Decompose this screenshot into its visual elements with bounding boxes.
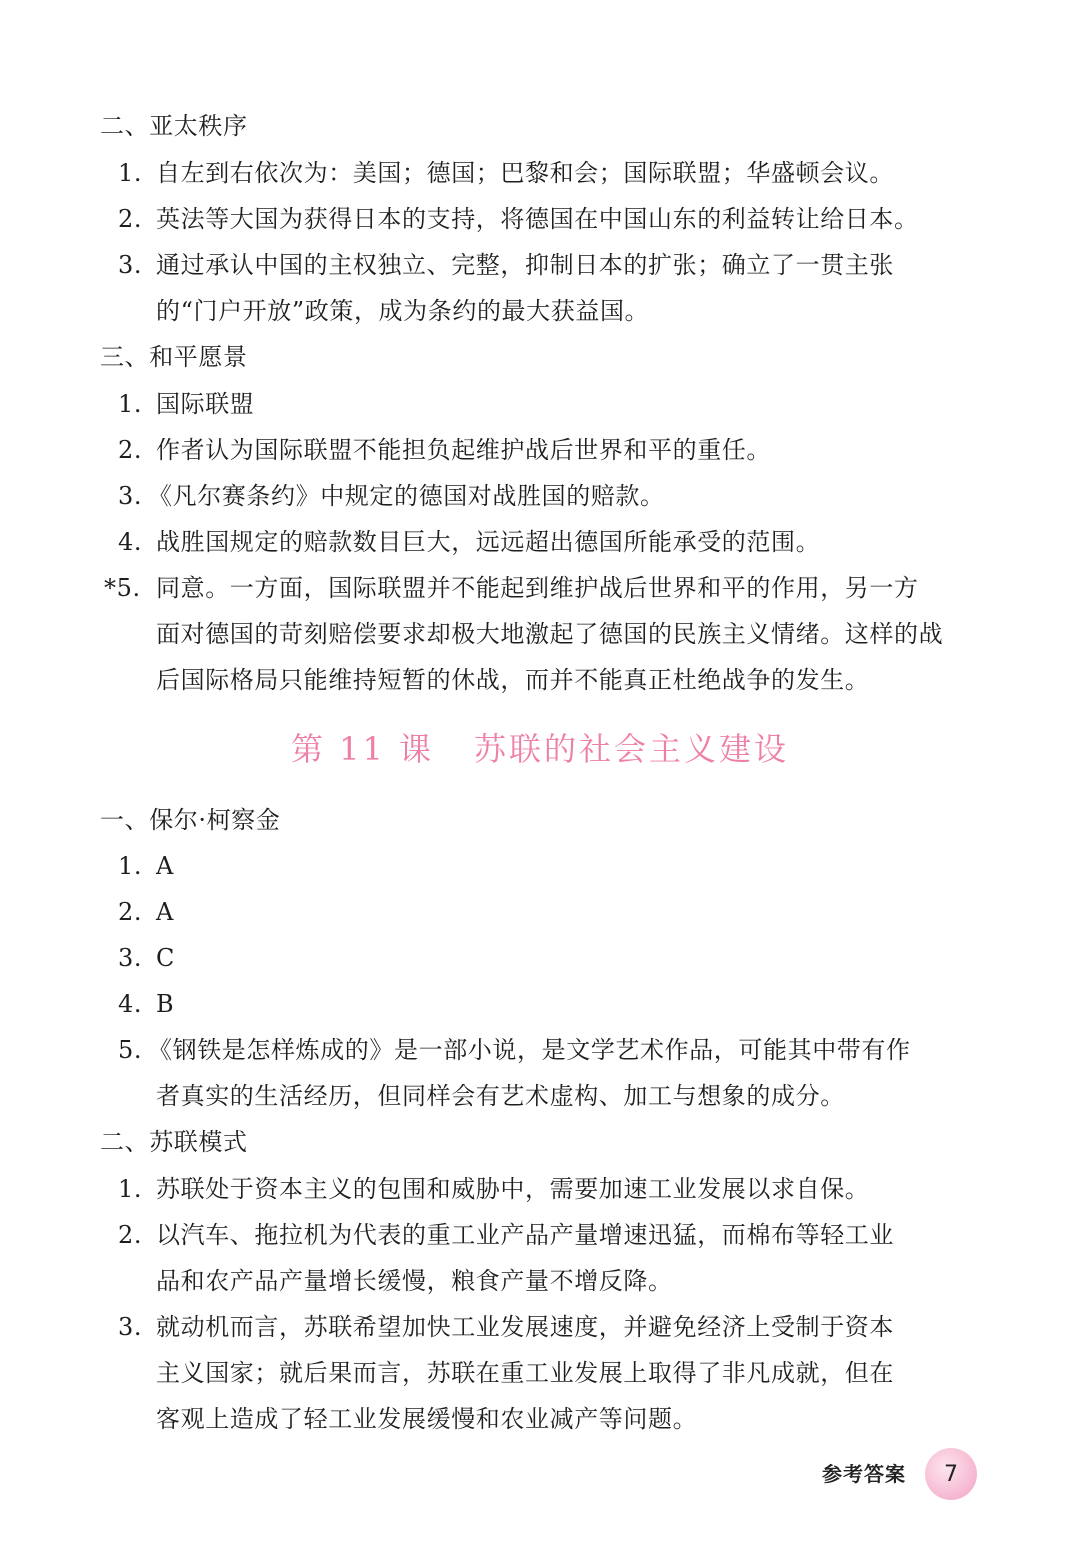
section-heading: 二、苏联模式 xyxy=(100,1128,248,1156)
answer-item xyxy=(118,987,174,1021)
answer-item xyxy=(118,1172,869,1206)
lesson-title xyxy=(0,726,1080,772)
item-text: 自左到右依次为：美国；德国；巴黎和会；国际联盟；华盛顿会议。 xyxy=(156,159,894,187)
answer-item xyxy=(118,1310,894,1344)
item-text: 就动机而言，苏联希望加快工业发展速度，并避免经济上受制于资本 xyxy=(156,1313,894,1341)
item-text-continued: 者真实的生活经历，但同样会有艺术虚构、加工与想象的成分。 xyxy=(156,1082,845,1110)
item-number: *5. xyxy=(104,574,141,602)
item-text: A xyxy=(156,852,174,880)
item-text: 《钢铁是怎样炼成的》是一部小说，是文学艺术作品，可能其中带有作 xyxy=(148,1036,911,1064)
item-text: A xyxy=(156,898,174,926)
item-text: 《凡尔赛条约》中规定的德国对战胜国的赔款。 xyxy=(148,482,665,510)
section-heading: 二、亚太秩序 xyxy=(100,112,248,140)
footer-label: 参考答案 xyxy=(822,1462,906,1486)
answer-item xyxy=(118,1033,911,1067)
item-number: 4. xyxy=(118,528,143,556)
answer-item-optional xyxy=(104,571,919,605)
page-number: 7 xyxy=(944,1461,958,1487)
item-text: 以汽车、拖拉机为代表的重工业产品产量增速迅猛，而棉布等轻工业 xyxy=(156,1221,894,1249)
item-number: 4. xyxy=(118,990,143,1018)
item-number: 5. xyxy=(118,1036,143,1064)
answer-item xyxy=(118,387,254,421)
answer-item xyxy=(118,895,174,929)
item-number: 3. xyxy=(118,482,143,510)
page-number-badge xyxy=(925,1448,977,1500)
item-text: C xyxy=(156,944,175,972)
answer-item xyxy=(118,202,919,236)
answer-item xyxy=(118,156,894,190)
item-text: 同意。一方面，国际联盟并不能起到维护战后世界和平的作用，另一方 xyxy=(156,574,919,602)
lesson-number: 第 11 课 xyxy=(290,730,435,768)
answer-item xyxy=(118,1218,894,1252)
item-number: 1. xyxy=(118,159,143,187)
item-text: 战胜国规定的赔款数目巨大，远远超出德国所能承受的范围。 xyxy=(156,528,821,556)
answer-item xyxy=(118,248,894,282)
item-number: 1. xyxy=(118,852,143,880)
section-heading: 三、和平愿景 xyxy=(100,343,248,371)
item-number: 1. xyxy=(118,390,143,418)
item-text-continued: 面对德国的苛刻赔偿要求却极大地激起了德国的民族主义情绪。这样的战 xyxy=(156,620,944,648)
item-number: 2. xyxy=(118,898,143,926)
item-text-continued: 的“门户开放”政策，成为条约的最大获益国。 xyxy=(156,297,650,325)
item-number: 1. xyxy=(118,1175,143,1203)
item-number: 2. xyxy=(118,205,143,233)
item-number: 3. xyxy=(118,1313,143,1341)
answer-item xyxy=(118,433,771,467)
item-text-continued: 品和农产品产量增长缓慢，粮食产量不增反降。 xyxy=(156,1267,673,1295)
answer-item xyxy=(118,941,175,975)
item-number: 2. xyxy=(118,436,143,464)
item-text: 通过承认中国的主权独立、完整，抑制日本的扩张；确立了一贯主张 xyxy=(156,251,894,279)
item-text: 国际联盟 xyxy=(156,390,255,418)
item-text-continued: 主义国家；就后果而言，苏联在重工业发展上取得了非凡成就，但在 xyxy=(156,1359,894,1387)
lesson-name: 苏联的社会主义建设 xyxy=(474,730,790,768)
answer-item xyxy=(118,849,174,883)
item-number: 2. xyxy=(118,1221,143,1249)
item-number: 3. xyxy=(118,944,143,972)
answer-item xyxy=(118,525,820,559)
answer-item xyxy=(118,479,665,513)
item-text: 英法等大国为获得日本的支持，将德国在中国山东的利益转让给日本。 xyxy=(156,205,919,233)
item-text: 苏联处于资本主义的包围和威胁中，需要加速工业发展以求自保。 xyxy=(156,1175,870,1203)
item-text: 作者认为国际联盟不能担负起维护战后世界和平的重任。 xyxy=(156,436,771,464)
item-text: B xyxy=(156,990,175,1018)
item-number: 3. xyxy=(118,251,143,279)
item-text-continued: 后国际格局只能维持短暂的休战，而并不能真正杜绝战争的发生。 xyxy=(156,666,870,694)
item-text-continued: 客观上造成了轻工业发展缓慢和农业减产等问题。 xyxy=(156,1405,698,1433)
section-heading: 一、保尔·柯察金 xyxy=(100,806,281,834)
